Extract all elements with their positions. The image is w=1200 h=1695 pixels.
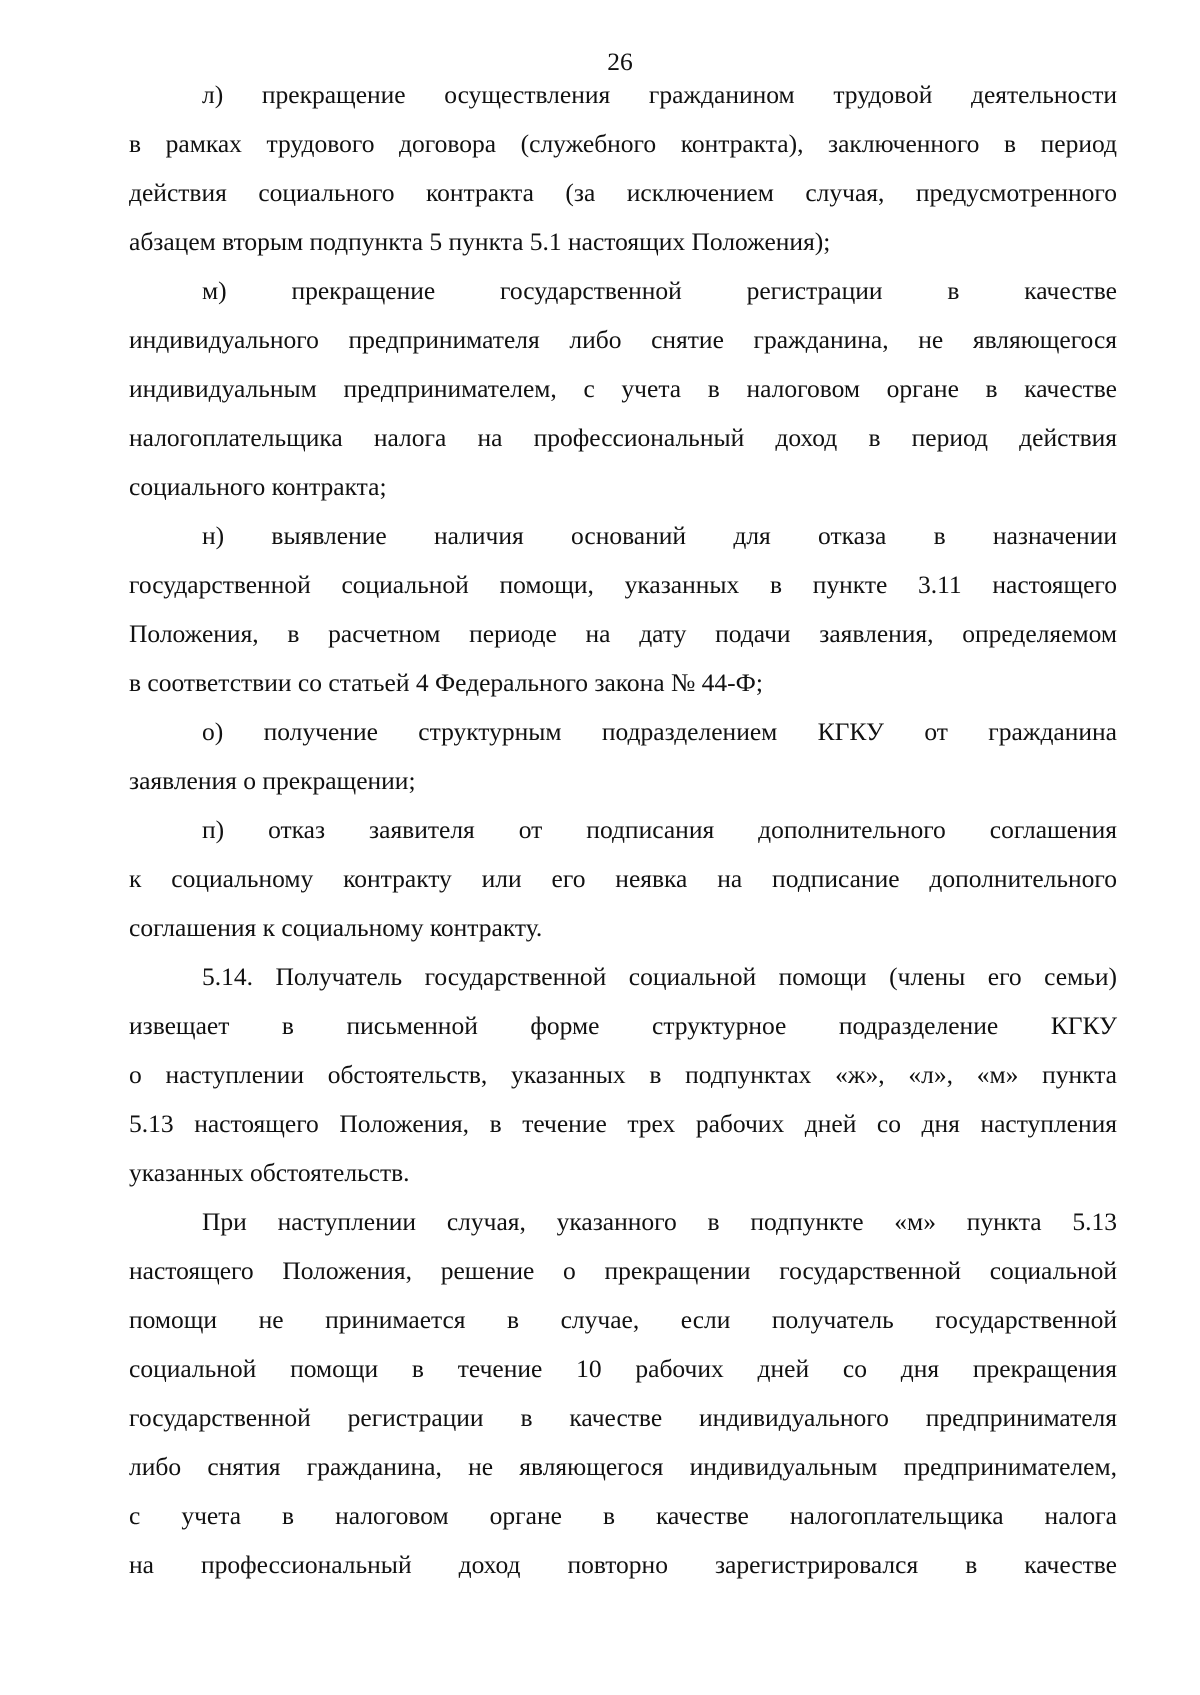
text-line: п) отказ заявителя от подписания дополнительного соглашения [202,815,1117,844]
text-line: государственной социальной помощи, указанных в пункте 3.11 настоящего [129,570,1117,599]
text-line: индивидуального предпринимателя либо снятие гражданина, не являющегося [129,325,1117,354]
document-body [129,70,1117,1589]
page-number: 26 [607,47,633,76]
text-line: настоящего Положения, решение о прекращении государственной социальной [129,1256,1117,1285]
text-line: При наступлении случая, указанного в подпункте «м» пункта 5.13 [202,1207,1117,1236]
text-line: в соответствии со статьей 4 Федерального закона № 44-Ф; [129,668,763,697]
text-line: индивидуальным предпринимателем, с учета в налоговом органе в качестве [129,374,1117,403]
paragraph-clause-m-case [129,1197,1117,1589]
text-line: Положения, в расчетном периоде на дату подачи заявления, определяемом [129,619,1117,648]
text-line: налогоплательщика налога на профессиональный доход в период действия [129,423,1117,452]
text-line: о) получение структурным подразделением КГКУ от гражданина [202,717,1117,746]
text-line: указанных обстоятельств. [129,1158,410,1187]
paragraph-item-p [129,805,1117,952]
text-line: абзацем вторым подпункта 5 пункта 5.1 настоящих Положения); [129,227,831,256]
paragraph-item-m [129,266,1117,511]
text-line: действия социального контракта (за исключением случая, предусмотренного [129,178,1117,207]
text-line: на профессиональный доход повторно зарегистрировался в качестве [129,1550,1117,1579]
paragraph-item-o [129,707,1117,805]
text-line: 5.14. Получатель государственной социальной помощи (члены его семьи) [202,962,1117,991]
text-line: 5.13 настоящего Положения, в течение трех рабочих дней со дня наступления [129,1109,1117,1138]
text-line: н) выявление наличия оснований для отказа в назначении [202,521,1117,550]
text-line: либо снятия гражданина, не являющегося индивидуальным предпринимателем, [129,1452,1117,1481]
text-line: соглашения к социальному контракту. [129,913,543,942]
text-line: заявления о прекращении; [129,766,416,795]
paragraph-item-l [129,70,1117,266]
paragraph-clause-5-14 [129,952,1117,1197]
text-line: с учета в налоговом органе в качестве налогоплательщика налога [129,1501,1117,1530]
text-line: помощи не принимается в случае, если получатель государственной [129,1305,1117,1334]
text-line: извещает в письменной форме структурное подразделение КГКУ [129,1011,1117,1040]
text-line: в рамках трудового договора (служебного контракта), заключенного в период [129,129,1117,158]
text-line: государственной регистрации в качестве индивидуального предпринимателя [129,1403,1117,1432]
text-line: социальной помощи в течение 10 рабочих дней со дня прекращения [129,1354,1117,1383]
text-line: социального контракта; [129,472,387,501]
text-line: м) прекращение государственной регистрации в качестве [202,276,1117,305]
paragraph-item-n [129,511,1117,707]
text-line: к социальному контракту или его неявка на подписание дополнительного [129,864,1117,893]
text-line: л) прекращение осуществления гражданином трудовой деятельности [202,80,1117,109]
text-line: о наступлении обстоятельств, указанных в подпунктах «ж», «л», «м» пункта [129,1060,1117,1089]
